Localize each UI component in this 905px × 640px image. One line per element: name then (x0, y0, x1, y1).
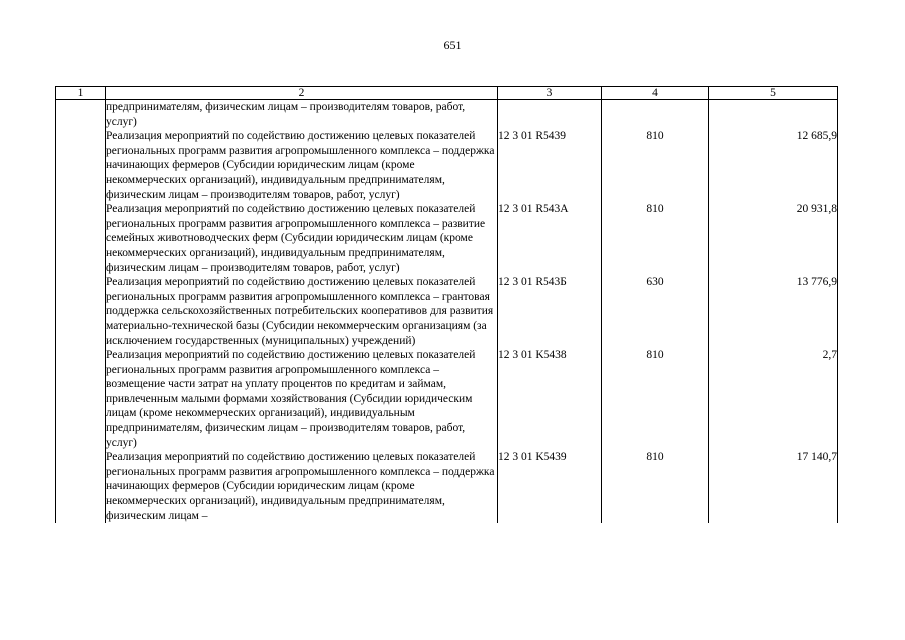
column-header-5: 5 (709, 87, 838, 100)
row-number-cell (56, 100, 106, 130)
column-header-2: 2 (106, 87, 498, 100)
budget-table (55, 86, 838, 523)
expense-type-code: 810 (602, 129, 709, 202)
expense-name: Реализация мероприятий по содействию достижению целевых показателей региональных программ развития агропромышленного комплекса – грантовая поддержка сельскохозяйственных потребительских кооперативов для развития материально-технической базы (Субсидии некоммерческим организациям (за исключением государственных (муниципальных) учреждений) (106, 275, 498, 348)
target-article-code (498, 100, 602, 130)
column-header-4: 4 (602, 87, 709, 100)
target-article-code: 12 3 01 R543Б (498, 275, 602, 348)
expense-type-code: 810 (602, 202, 709, 275)
target-article-code: 12 3 01 R5439 (498, 129, 602, 202)
page-number: 651 (443, 38, 462, 52)
row-number-cell (56, 450, 106, 523)
expense-name: предпринимателям, физическим лицам – производителям товаров, работ, услуг) (106, 100, 498, 130)
amount: 20 931,8 (709, 202, 838, 275)
table-row (56, 202, 838, 275)
target-article-code: 12 3 01 K5439 (498, 450, 602, 523)
table-row (56, 348, 838, 450)
expense-type-code: 630 (602, 275, 709, 348)
column-header-1: 1 (56, 87, 106, 100)
expense-type-code: 810 (602, 450, 709, 523)
row-number-cell (56, 348, 106, 450)
target-article-code: 12 3 01 R543А (498, 202, 602, 275)
table-row (56, 450, 838, 523)
expense-type-code: 810 (602, 348, 709, 450)
expense-type-code (602, 100, 709, 130)
amount: 17 140,7 (709, 450, 838, 523)
table-row (56, 100, 838, 130)
expense-name: Реализация мероприятий по содействию достижению целевых показателей региональных программ развития агропромышленного комплекса – поддержка начинающих фермеров (Субсидии юридическим лицам (кроме некоммерческих организаций), индивидуальным предпринимателям, физическим лицам – (106, 450, 498, 523)
expense-name: Реализация мероприятий по содействию достижению целевых показателей региональных программ развития агропромышленного комплекса – возмещение части затрат на уплату процентов по кредитам и займам, привлеченным малыми формами хозяйствования (Субсидии юридическим лицам (кроме некоммерческих организаций), индивидуальным предпринимателям, физическим лицам – производителям товаров, работ, услуг) (106, 348, 498, 450)
amount (709, 100, 838, 130)
amount: 2,7 (709, 348, 838, 450)
table-row (56, 129, 838, 202)
expense-name: Реализация мероприятий по содействию достижению целевых показателей региональных программ развития агропромышленного комплекса – развитие семейных животноводческих ферм (Субсидии юридическим лицам (кроме некоммерческих организаций), индивидуальным предпринимателям, физическим лицам – производителям товаров, работ, услуг) (106, 202, 498, 275)
table-header-row (56, 87, 838, 100)
column-header-3: 3 (498, 87, 602, 100)
row-number-cell (56, 275, 106, 348)
amount: 12 685,9 (709, 129, 838, 202)
expense-name: Реализация мероприятий по содействию достижению целевых показателей региональных программ развития агропромышленного комплекса – поддержка начинающих фермеров (Субсидии юридическим лицам (кроме некоммерческих организаций), индивидуальным предпринимателям, физическим лицам – производителям товаров, работ, услуг) (106, 129, 498, 202)
amount: 13 776,9 (709, 275, 838, 348)
row-number-cell (56, 129, 106, 202)
table-row (56, 275, 838, 348)
target-article-code: 12 3 01 K5438 (498, 348, 602, 450)
row-number-cell (56, 202, 106, 275)
